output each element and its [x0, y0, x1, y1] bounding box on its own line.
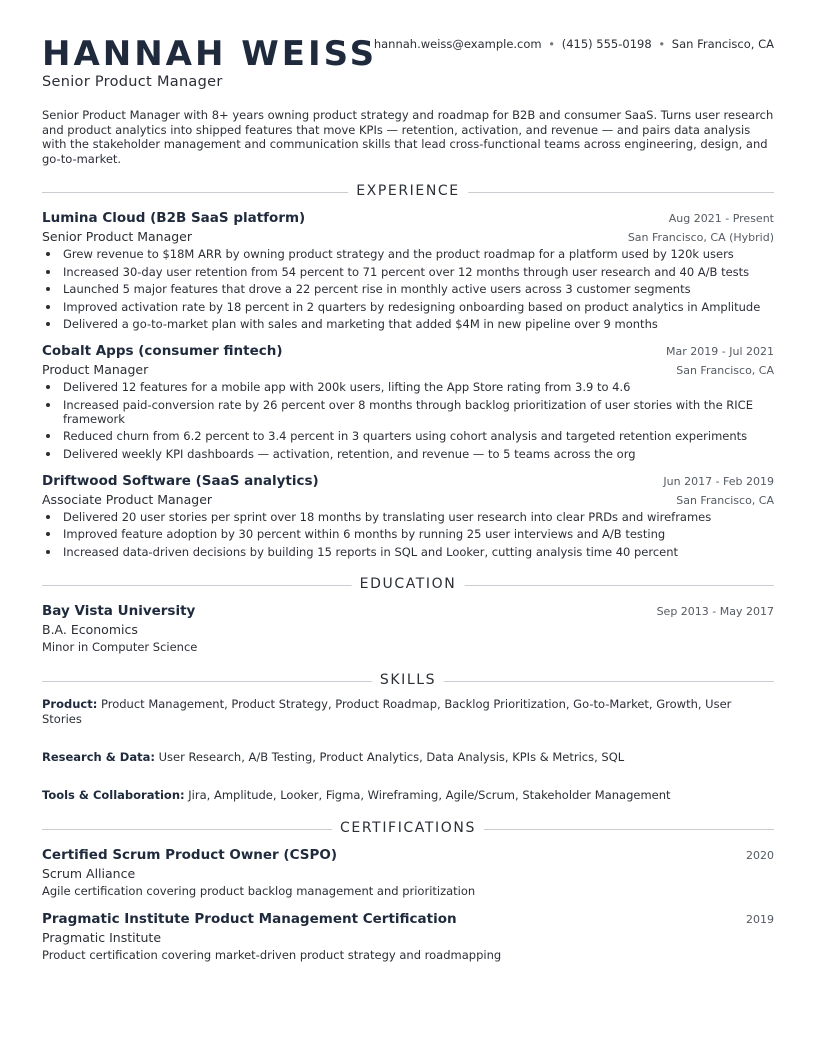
achievement-item: Delivered weekly KPI dashboards — activation, retention, and revenue — to 5 teams across the org	[42, 447, 774, 461]
certification-description: Agile certification covering product backlog management and prioritization	[42, 883, 476, 898]
achievement-item: Increased paid-conversion rate by 26 percent over 8 months through backlog prioritization of user stories with the RICE framework	[42, 398, 774, 426]
education-entry	[42, 601, 774, 655]
contact-info	[374, 37, 774, 51]
achievement-item: Reduced churn from 6.2 percent to 3.4 percent in 3 quarters using cohort analysis and targeted retention experiments	[42, 429, 774, 443]
achievement-list	[42, 380, 774, 461]
certification-entry	[42, 909, 774, 963]
education-dates: Sep 2013 - May 2017	[656, 604, 774, 618]
achievement-list	[42, 247, 774, 331]
skill-category: Product:	[42, 696, 98, 711]
skill-category: Tools & Collaboration:	[42, 787, 185, 802]
achievement-item: Grew revenue to $18M ARR by owning product strategy and the product roadmap for a platform used by 120k users	[42, 247, 774, 261]
candidate-name: HANNAH WEISS	[42, 34, 378, 74]
achievement-item: Delivered 20 user stories per sprint over 18 months by translating user research into clear PRDs and wireframes	[42, 510, 774, 524]
company-name: Lumina Cloud (B2B SaaS platform)	[42, 210, 306, 226]
achievement-item: Increased data-driven decisions by building 15 reports in SQL and Looker, cutting analysis time 40 percent	[42, 545, 774, 559]
experience-entry	[42, 471, 774, 559]
section-title: CERTIFICATIONS	[332, 819, 484, 837]
education-section-heading	[42, 575, 774, 593]
minor: Minor in Computer Science	[42, 639, 198, 654]
certification-issuer: Scrum Alliance	[42, 865, 136, 881]
contact-separator: •	[548, 37, 556, 51]
employment-dates: Jun 2017 - Feb 2019	[663, 474, 774, 488]
skills-section-heading	[42, 671, 774, 689]
certifications-section-heading	[42, 819, 774, 837]
employment-dates: Mar 2019 - Jul 2021	[666, 345, 774, 358]
experience-entry	[42, 341, 774, 461]
contact-separator: •	[658, 37, 666, 51]
skill-items: Jira, Amplitude, Looker, Figma, Wireframing, Agile/Scrum, Stakeholder Management	[188, 787, 671, 802]
resume-header	[42, 32, 774, 94]
resume-page	[42, 32, 774, 973]
job-title: Senior Product Manager	[42, 229, 193, 244]
school-name: Bay Vista University	[42, 602, 196, 619]
professional-summary: Senior Product Manager with 8+ years owning product strategy and roadmap for B2B and consumer SaaS. Turns user research and product analytics into shipped features that move KPIs — retention, activation, and revenue — and pairs data analysis with the stakeholder management and communication skills that lead cross-functional teams across engineering, design, and go-to-market.	[42, 108, 774, 166]
section-title: EXPERIENCE	[348, 182, 468, 200]
company-name: Cobalt Apps (consumer fintech)	[42, 343, 283, 359]
certification-entry	[42, 845, 774, 899]
section-title: EDUCATION	[352, 575, 465, 593]
contact-location: San Francisco, CA	[671, 37, 774, 51]
company-name: Driftwood Software (SaaS analytics)	[42, 472, 319, 489]
employment-dates: Aug 2021 - Present	[668, 212, 774, 225]
skill-items: User Research, A/B Testing, Product Analytics, Data Analysis, KPIs & Metrics, SQL	[158, 749, 625, 764]
certification-year: 2020	[746, 848, 774, 862]
achievement-item: Delivered 12 features for a mobile app with 200k users, lifting the App Store rating from 3.9 to 4.6	[42, 380, 774, 394]
email-link[interactable]: hannah.weiss@example.com	[373, 37, 542, 51]
phone-number[interactable]: (415) 555-0198	[561, 37, 652, 51]
certification-name: Pragmatic Institute Product Management Certification	[42, 910, 457, 927]
job-location: San Francisco, CA	[676, 364, 774, 377]
job-title: Product Manager	[42, 362, 149, 377]
skill-category: Research & Data:	[42, 749, 155, 764]
job-title: Associate Product Manager	[42, 491, 213, 507]
certification-issuer: Pragmatic Institute	[42, 929, 162, 945]
skill-group	[42, 697, 774, 727]
certification-description: Product certification covering market-driven product strategy and roadmapping	[42, 947, 502, 962]
experience-section-heading	[42, 182, 774, 200]
skill-items: Product Management, Product Strategy, Product Roadmap, Backlog Prioritization, Go-to-Market, Growth, User Stories	[42, 696, 732, 726]
achievement-list	[42, 510, 774, 559]
job-location: San Francisco, CA	[676, 493, 774, 507]
achievement-item: Increased 30-day user retention from 54 percent to 71 percent over 12 months through user research and 40 A/B tests	[42, 265, 774, 279]
certification-year: 2019	[746, 912, 774, 926]
achievement-item: Launched 5 major features that drove a 22 percent rise in monthly active users across 3 customer segments	[42, 282, 774, 296]
certification-name: Certified Scrum Product Owner (CSPO)	[42, 846, 338, 863]
skill-group	[42, 788, 774, 803]
skill-group	[42, 750, 774, 765]
achievement-item: Improved feature adoption by 30 percent within 6 months by running 25 user interviews and A/B testing	[42, 527, 774, 541]
achievement-item: Delivered a go-to-market plan with sales and marketing that added $4M in new pipeline over 9 months	[42, 317, 774, 331]
candidate-title: Senior Product Manager	[42, 74, 223, 90]
job-location: San Francisco, CA (Hybrid)	[627, 231, 774, 244]
section-title: SKILLS	[372, 671, 444, 689]
achievement-item: Improved activation rate by 18 percent in 2 quarters by redesigning onboarding based on product analytics in Amplitude	[42, 300, 774, 314]
experience-entry	[42, 208, 774, 331]
skills-list	[42, 697, 774, 803]
degree: B.A. Economics	[42, 621, 138, 637]
